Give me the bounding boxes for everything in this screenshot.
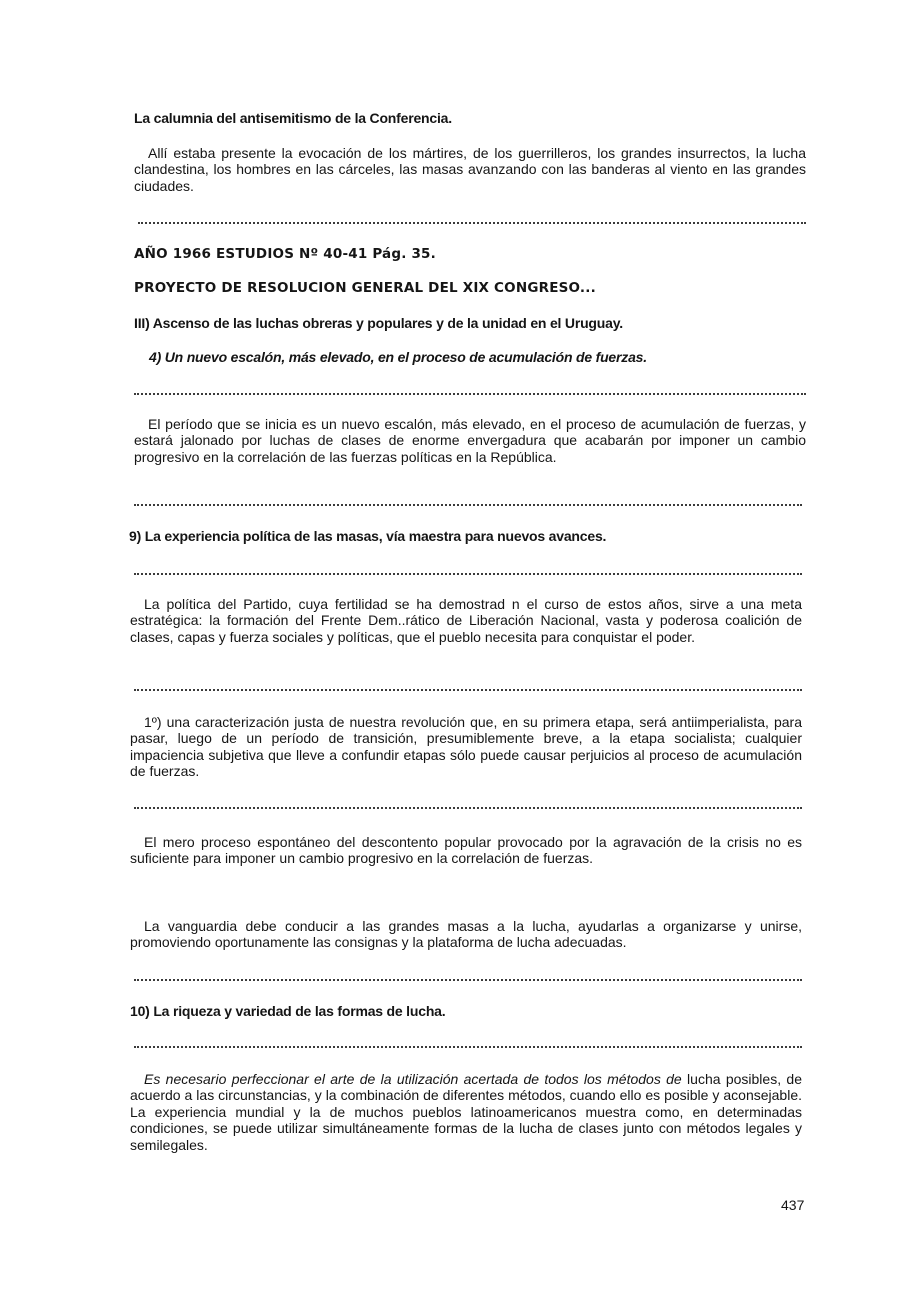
source-line: AÑO 1966 ESTUDIOS Nº 40-41 Pág. 35.: [134, 246, 436, 262]
paragraph-vanguardia: [130, 918, 802, 951]
section-heading-4: 4) Un nuevo escalón, más elevado, en el proceso de acumulación de fuerzas.: [149, 349, 647, 365]
paragraph-necesario-italic: Es necesario perfeccionar el arte de la utilización acertada de todos los métodos de: [144, 1071, 682, 1087]
paragraph-necesario: [130, 1071, 802, 1153]
page-number: 437: [781, 1197, 805, 1213]
paragraph-vanguardia-text: La vanguardia debe conducir a las grandes masas a la lucha, ayudarlas a organizarse y unirse, promoviendo oportunamente las consignas y la plataforma de lucha adecuadas.: [130, 918, 802, 951]
project-title: PROYECTO DE RESOLUCION GENERAL DEL XIX CONGRESO...: [134, 280, 596, 296]
paragraph-politica: [130, 596, 802, 645]
paragraph-periodo-text: El período que se inicia es un nuevo escalón, más elevado, en el proceso de acumulación de fuerzas, y estará jalonado por luchas de clases de enorme envergadura que acabarán por imponer un cambio progresivo en la correlación de las fuerzas políticas en la República.: [134, 416, 806, 465]
paragraph-periodo: [134, 416, 806, 465]
ellipsis-separator: [134, 979, 802, 981]
paragraph-mero-text: El mero proceso espontáneo del descontento popular provocado por la agravación de la crisis no es suficiente para imponer un cambio progresivo en la correlación de fuerzas.: [130, 834, 802, 867]
paragraph-caracterizacion: [130, 714, 802, 780]
section-heading-9: 9) La experiencia política de las masas, vía maestra para nuevos avances.: [129, 528, 607, 544]
paragraph-necesario-text: lucha posibles, de acuerdo a las circunstancias, y la combinación de diferentes métodos, cuando ello es posible y aconsejable. La experiencia mundial y la de muchos pueblos latinoamericanos muestra como, en determinadas condiciones, se puede utilizar simultáneamente formas de la lucha de clases junto con métodos legales y semilegales.: [130, 1071, 802, 1153]
section-heading-10: 10) La riqueza y variedad de las formas de lucha.: [130, 1003, 446, 1019]
ellipsis-separator: [134, 504, 802, 506]
ellipsis-separator: [134, 807, 802, 809]
ellipsis-separator: [134, 1046, 802, 1048]
paragraph-mero: [130, 834, 802, 867]
ellipsis-separator: [138, 222, 806, 224]
paragraph-calumnia-text: Allí estaba presente la evocación de los mártires, de los guerrilleros, los grandes insurrectos, la lucha clandestina, los hombres en las cárceles, las masas avanzando con las banderas al viento en las grandes ciudades.: [134, 145, 806, 194]
ellipsis-separator: [134, 689, 802, 691]
paragraph-caracterizacion-text: 1º) una caracterización justa de nuestra revolución que, en su primera etapa, será antiimperialista, para pasar, luego de un período de transición, presumiblemente breve, a la etapa socialista; cualquier impaciencia subjetiva que lleve a confundir etapas sólo puede causar perjuicios al proceso de acumulación de fuerzas.: [130, 714, 802, 780]
paragraph-calumnia: [134, 145, 806, 194]
ellipsis-separator: [134, 393, 806, 395]
paragraph-politica-text: La política del Partido, cuya fertilidad se ha demostrad n el curso de estos años, sirve a una meta estratégica: la formación del Frente Dem..rático de Liberación Nacional, vasta y poderosa coalición de clases, capas y fuerza sociales y políticas, que el pueblo necesita para conquistar el poder.: [130, 596, 802, 645]
ellipsis-separator: [134, 573, 802, 575]
heading-calumnia: La calumnia del antisemitismo de la Conferencia.: [134, 110, 452, 126]
section-heading-iii: III) Ascenso de las luchas obreras y populares y de la unidad en el Uruguay.: [134, 315, 623, 331]
